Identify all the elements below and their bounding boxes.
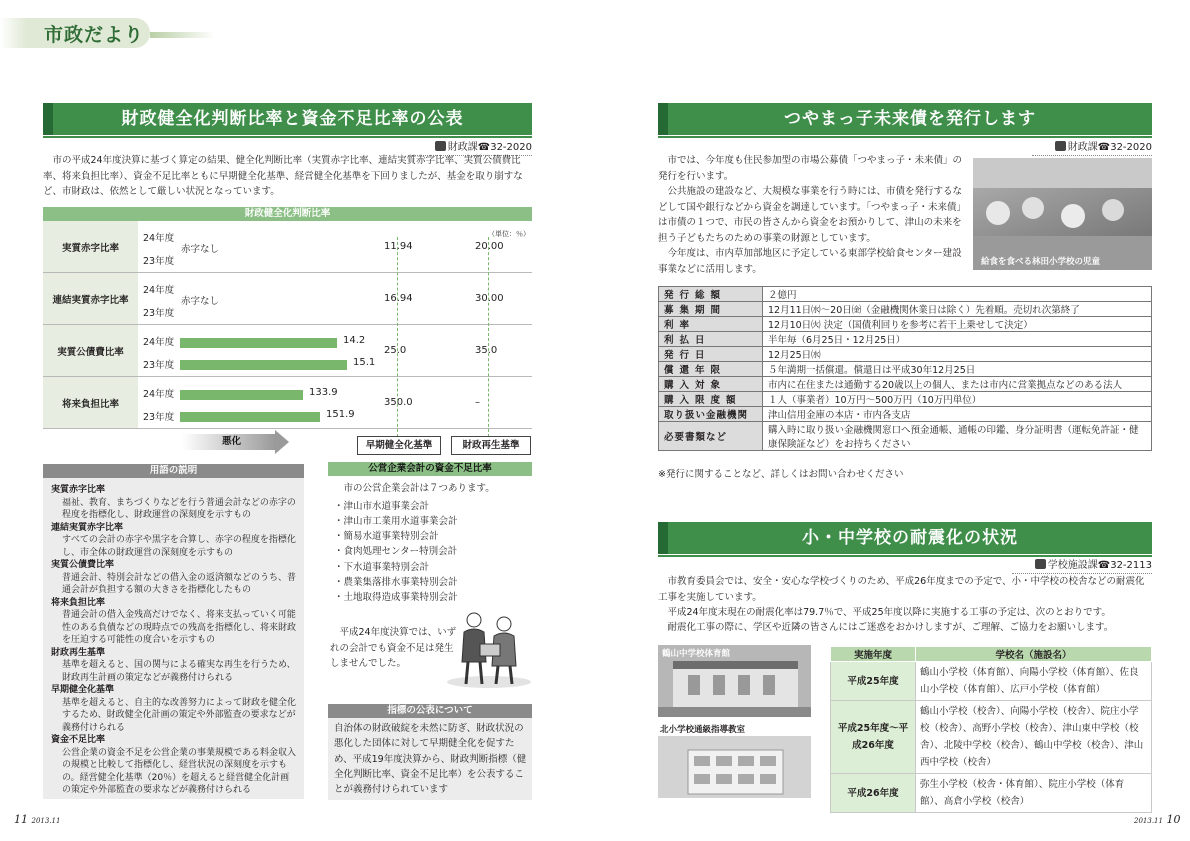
table-row	[659, 377, 1152, 392]
bond-contact: 財政課☎32-2020	[1032, 138, 1152, 156]
school-names: 弥生小学校（校舎・体育館）、院庄小学校（体育館）、高倉小学校（校舎）	[916, 774, 1152, 813]
glossary-term: 財政再生基準	[51, 647, 106, 658]
table-row	[659, 347, 1152, 362]
glossary-box	[43, 464, 304, 799]
chart-row	[43, 377, 532, 429]
table-row	[831, 662, 1152, 701]
early-value: 350.0	[384, 397, 413, 408]
glossary-term: 将来負担比率	[51, 597, 106, 608]
glossary-term: 資金不足比率	[51, 735, 106, 745]
enterprise-list-item: ・食肉処理センター特別会計	[334, 546, 458, 558]
finance-intro: 市の平成24年度決算に基づく算定の結果、健全化判断比率（実質赤字比率、連結実質赤字比率、実質公債費比率、将来負担比率）、資金不足比率ともに早期健全化基準、経営健全化基準を下回りましたが、基金を取り崩すなど、市財政は、依然として厳しい状況となっています。	[43, 155, 523, 197]
school-para-2: 平成24年度末現在の耐震化率は79.7％で、平成25年度以降に実施する工事の予定は、次のとおりです。	[667, 607, 1111, 618]
chart-row	[43, 221, 532, 273]
glossary-definition: 基準を超えると、国の関与による確実な再生を行うため、財政再生計画の策定などが義務付けられる	[62, 660, 296, 683]
finance-section-title: 財政健全化判断比率と資金不足比率の公表	[43, 103, 532, 135]
bar-value-label: 15.1	[353, 357, 376, 368]
glossary-title: 用語の説明	[43, 464, 304, 478]
classroom-photo-caption: 北小学校通級指導教室	[660, 725, 746, 735]
glossary-definition: 公営企業の資金不足を公営企業の事業規模である料金収入の規模と比較して指標化し、経営状況の深刻度を示すもの。経営健全化基準（20％）を超えると経営健全化計画の策定や外部監査の要求などが義務付けられる	[62, 747, 297, 795]
page-header-title: 市政だより	[44, 24, 145, 46]
indicator-publication-text: 自治体の財政破綻を未然に防ぎ、財政状況の悪化した団体に対して早期健全化を促すため、平成19年度決算から、財政判断指標（健全化判断比率、資金不足比率）を公表することが義務付けられています	[334, 723, 527, 796]
glossary-definition: 普通会計、特別会計などの借入金の返済額などのうち、普通会計が負担する額の大きさを指標化したもの	[62, 572, 297, 595]
right-page-number: 2013.11 10	[1134, 813, 1181, 826]
year-label: 23年度	[143, 360, 175, 371]
rebuild-value: 35.0	[475, 345, 498, 356]
implementation-year: 平成25年度〜平成26年度	[831, 701, 916, 774]
glossary-term: 実質公債費比率	[51, 560, 115, 570]
row-label: 将来負担比率	[43, 377, 138, 428]
early-standard-label: 早期健全化基準	[357, 436, 441, 455]
table-row	[831, 774, 1152, 813]
no-deficit-text: 赤字なし	[181, 244, 220, 255]
bond-field-value: ５年満期一括償還。償還日は平成30年12月25日	[763, 362, 1152, 377]
glossary-definition: すべての会計の赤字や黒字を合算し、赤字の程度を指標化し、市全体の財政運営の深刻度を示すもの	[62, 535, 296, 558]
gym-photo	[658, 645, 811, 717]
bond-field-label: 必要書類など	[659, 422, 763, 451]
early-threshold-line	[397, 237, 398, 442]
year-label: 24年度	[143, 233, 175, 244]
bar-value-label: 133.9	[309, 387, 338, 398]
finance-ratio-chart	[43, 207, 532, 423]
bond-field-value: 購入時に取り扱い金融機関窓口へ預金通帳、通帳の印鑑、身分証明書（運転免許証・健康保険証など）をお持ちください	[763, 422, 1152, 451]
school-para-1: 市教育委員会では、安全・安心な学校づくりのため、平成26年度までの予定で、小・中学校の校舎などの耐震化工事を実施しています。	[658, 576, 1145, 603]
table-row	[659, 362, 1152, 377]
businessmen-illustration	[444, 600, 534, 690]
year-label: 23年度	[143, 308, 175, 319]
left-page-number: 11 2013.11	[14, 813, 61, 826]
enterprise-list-item: ・農業集落排水事業特別会計	[334, 576, 458, 588]
bond-field-label: 取り扱い金融機関	[659, 407, 763, 422]
glossary-definition: 普通会計の借入金残高だけでなく、将来支払っていく可能性のある負債などの現時点での残高を指標化し、将来財政を圧迫する可能性の度合いを示すもの	[62, 610, 297, 645]
seismic-schedule-table	[830, 646, 1152, 813]
glossary-term: 実質赤字比率	[51, 485, 106, 495]
row-label: 実質赤字比率	[43, 221, 138, 272]
bond-field-value: 半年毎（6月25日・12月25日）	[763, 332, 1152, 347]
chart-bar	[180, 390, 303, 400]
table-row	[659, 302, 1152, 317]
bond-field-label: 購入対象	[659, 377, 763, 392]
no-deficit-text: 赤字なし	[181, 296, 220, 307]
bond-field-label: 利払日	[659, 332, 763, 347]
bond-field-value: ２億円	[763, 287, 1152, 302]
bond-para-2: 公共施設の建設など、大規模な事業を行う時には、市債を発行するなどして国や銀行などから資金を調達しています。「つやまっ子・未来債」は市債の１つで、市民の皆さんから資金をお預かりして、津山の未来を担う子どもたちのための事業の財源としています。	[658, 186, 966, 244]
chart-row	[43, 273, 532, 325]
bond-field-value: １人（事業者）10万円〜500万円（10万円単位）	[763, 392, 1152, 407]
bond-field-label: 償還年限	[659, 362, 763, 377]
bond-note: ※発行に関することなど、詳しくはお問い合わせください	[658, 469, 904, 480]
early-value: 11.94	[384, 241, 413, 252]
school-section-title: 小・中学校の耐震化の状況	[658, 522, 1152, 554]
phone-book-icon	[1055, 141, 1066, 151]
enterprise-list-item: ・下水道事業特別会計	[334, 561, 430, 573]
chart-caption: 財政健全化判断比率	[43, 207, 532, 221]
col-header-school: 学校名（施設名）	[916, 647, 1152, 662]
school-lunch-caption: 給食を食べる林田小学校の児童	[981, 257, 1101, 267]
school-para-3: 耐震化工事の際に、学区や近隣の皆さんにはご迷惑をおかけしますが、ご理解、ご協力をお願いします。	[667, 622, 1114, 633]
bond-field-value: 津山信用金庫の本店・市内各支店	[763, 407, 1152, 422]
bar-value-label: 151.9	[326, 409, 355, 420]
rebuild-standard-label: 財政再生基準	[451, 436, 531, 455]
glossary-term: 早期健全化基準	[51, 685, 115, 695]
school-lunch-photo	[973, 158, 1152, 270]
implementation-year: 平成26年度	[831, 774, 916, 813]
table-row	[659, 317, 1152, 332]
bond-field-label: 利率	[659, 317, 763, 332]
public-enterprise-note: 平成24年度決算では、いずれの会計でも資金不足は発生しませんでした。	[330, 627, 457, 669]
indicator-publication-title: 指標の公表について	[328, 704, 532, 718]
col-header-year: 実施年度	[831, 647, 916, 662]
bond-field-value: 12月10日㈫ 決定（国債利回りを参考に若干上乗せして決定）	[763, 317, 1152, 332]
glossary-definition: 基準を超えると、自主的な改善努力によって財政を健全化するため、財政健全化計画の策定や外部監査の要求などが義務付けられる	[62, 697, 297, 733]
table-row	[659, 332, 1152, 347]
bond-field-value: 市内に在住または通勤する20歳以上の個人、または市内に営業拠点などのある法人	[763, 377, 1152, 392]
year-label: 24年度	[143, 285, 175, 296]
enterprise-list-item: ・土地取得造成事業特別会計	[334, 592, 458, 604]
worsen-label: 悪化	[222, 436, 242, 447]
table-row	[659, 287, 1152, 302]
rebuild-value: 20.00	[475, 241, 504, 252]
bond-field-value: 12月25日㈬	[763, 347, 1152, 362]
indicator-publication-box	[328, 704, 532, 800]
early-value: 25.0	[384, 345, 407, 356]
chart-row	[43, 325, 532, 377]
classroom-photo	[658, 736, 811, 798]
rebuild-value: 30.00	[475, 293, 504, 304]
phone-book-icon	[1035, 559, 1046, 569]
enterprise-list-item: ・津山市工業用水道事業会計	[334, 515, 458, 527]
school-names: 鶴山小学校（校舎）、向陽小学校（校舎）、院庄小学校（校舎）、高野小学校（校舎）、津山東中学校（校舎）、北陵中学校（校舎）、鶴山中学校（校舎）、津山西中学校（校舎）	[916, 701, 1152, 774]
public-enterprise-box	[328, 462, 532, 606]
year-label: 23年度	[143, 412, 175, 423]
bond-field-label: 発行総額	[659, 287, 763, 302]
year-label: 24年度	[143, 389, 175, 400]
gym-photo-caption: 鶴山中学校体育館	[662, 649, 731, 659]
early-value: 16.94	[384, 293, 413, 304]
bond-field-label: 購入限度額	[659, 392, 763, 407]
bond-section-title: つやまっ子未来債を発行します	[658, 103, 1152, 135]
public-enterprise-title: 公営企業会計の資金不足比率	[328, 462, 532, 476]
table-row	[659, 392, 1152, 407]
school-names: 鶴山小学校（体育館）、向陽小学校（体育館）、佐良山小学校（体育館）、広戸小学校（体育館）	[916, 662, 1152, 701]
chart-bar	[180, 360, 347, 370]
school-contact: 学校施設課☎32-2113	[1012, 556, 1152, 574]
enterprise-list-item: ・簡易水道事業特別会計	[334, 531, 439, 543]
finance-contact: 財政課☎32-2020	[412, 138, 532, 156]
chart-unit: （単位：％）	[488, 230, 530, 238]
rebuild-threshold-line	[488, 237, 489, 442]
chart-bar	[180, 412, 320, 422]
rebuild-value: –	[475, 397, 480, 408]
row-label: 連結実質赤字比率	[43, 273, 138, 324]
implementation-year: 平成25年度	[831, 662, 916, 701]
glossary-term: 連結実質赤字比率	[51, 522, 124, 533]
bond-field-label: 募集期間	[659, 302, 763, 317]
bond-para-1: 市では、今年度も住民参加型の市場公募債「つやまっ子・未来債」の発行を行います。	[658, 155, 963, 182]
year-label: 24年度	[143, 337, 175, 348]
bond-details-table	[658, 286, 1152, 451]
worsen-arrow	[182, 434, 275, 450]
table-row	[659, 407, 1152, 422]
bond-field-value: 12月11日㈬〜20日㈮（金融機関休業日は除く）先着順。売切れ次第終了	[763, 302, 1152, 317]
table-row	[659, 422, 1152, 451]
public-enterprise-intro: 市の公営企業会計は７つあります。	[343, 483, 495, 494]
bond-para-3: 今年度は、市内草加部地区に予定している東部学校給食センター建設事業などに活用します。	[658, 248, 962, 275]
arrow-right-icon	[275, 430, 289, 454]
enterprise-list-item: ・津山市水道事業会計	[334, 500, 430, 512]
table-row	[831, 701, 1152, 774]
glossary-definition: 福祉、教育、まちづくりなどを行う普通会計などの赤字の程度を指標化し、財政運営の深刻度を示すもの	[62, 497, 296, 520]
phone-book-icon	[435, 141, 446, 151]
year-label: 23年度	[143, 256, 175, 267]
bond-field-label: 発行日	[659, 347, 763, 362]
bar-value-label: 14.2	[343, 335, 366, 346]
chart-bar	[180, 338, 337, 348]
row-label: 実質公債費比率	[43, 325, 138, 376]
